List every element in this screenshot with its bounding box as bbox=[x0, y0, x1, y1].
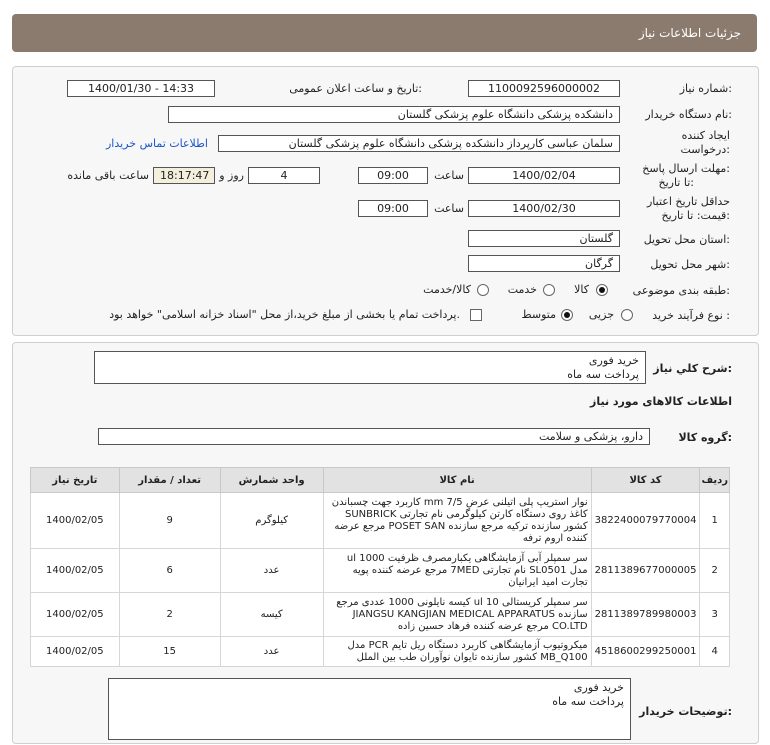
page-header bbox=[12, 14, 757, 52]
city-label: شهر محل تحویل: bbox=[650, 258, 730, 271]
buyer-notes-line: خرید فوری bbox=[573, 681, 624, 694]
process-medium-radio[interactable] bbox=[561, 309, 573, 321]
goods-name: نوار استریپ پلی اتیلنی عرض 7/5 mm کاربرد جهت چسباندن کاغذ روی دستگاه کارتن کیلوگرمی نام تجارتی SUNBRICK کشور سازنده ترکیه مرجع سازنده POSET SAN مرجع عرضه کننده اروم ترفه bbox=[323, 493, 591, 549]
category-goods-label: کالا bbox=[574, 283, 589, 296]
validity-time-field: 09:00 bbox=[358, 200, 428, 217]
page-title: جزئیات اطلاعات نیاز bbox=[638, 26, 741, 40]
category-service-label: خدمت bbox=[507, 283, 537, 296]
treasury-payment-note: پرداخت تمام یا بخشی از مبلغ خرید،از محل "اسناد خزانه اسلامی" خواهد بود. bbox=[109, 308, 460, 321]
row-number: 2 bbox=[700, 549, 730, 593]
col-code-header: کد کالا bbox=[591, 468, 700, 493]
goods-table bbox=[30, 467, 730, 667]
treasury-payment-checkbox[interactable] bbox=[470, 309, 482, 321]
city-field: گرگان bbox=[468, 255, 620, 272]
goods-code: 3822400079770004 bbox=[591, 493, 700, 549]
buyer-notes-label: توضیحات خریدار: bbox=[639, 705, 732, 718]
goods-unit: عدد bbox=[220, 637, 323, 667]
buyer-contact-link[interactable]: اطلاعات تماس خریدار bbox=[106, 137, 208, 150]
need-number-label: شماره نیاز: bbox=[679, 82, 732, 95]
general-description-box bbox=[94, 351, 646, 384]
remaining-time-field: 18:17:47 bbox=[153, 167, 215, 184]
reply-deadline-label-line1: مهلت ارسال پاسخ: bbox=[642, 162, 730, 175]
validity-time-label: ساعت bbox=[434, 202, 464, 215]
table-row bbox=[31, 549, 730, 593]
goods-code: 2811389789980003 bbox=[591, 593, 700, 637]
col-date-header: تاریخ نیاز bbox=[31, 468, 120, 493]
col-name-header: نام کالا bbox=[323, 468, 591, 493]
reply-deadline-label-line2: تا تاریخ: bbox=[658, 176, 694, 189]
col-qty-header: تعداد / مقدار bbox=[119, 468, 220, 493]
row-number: 4 bbox=[700, 637, 730, 667]
creator-label-line1: ایجاد کننده bbox=[681, 129, 730, 142]
need-date: 1400/02/05 bbox=[31, 493, 120, 549]
process-label: نوع فرآیند خرید : bbox=[652, 309, 730, 322]
goods-code: 2811389677000005 bbox=[591, 549, 700, 593]
buyer-field: دانشکده پزشکی دانشگاه علوم پزشکی گلستان bbox=[168, 106, 620, 123]
goods-unit: کیلوگرم bbox=[220, 493, 323, 549]
category-goods-radio[interactable] bbox=[596, 284, 608, 296]
goods-unit: عدد bbox=[220, 549, 323, 593]
category-label: طبقه بندی موضوعی: bbox=[632, 284, 730, 297]
need-date: 1400/02/05 bbox=[31, 549, 120, 593]
table-row bbox=[31, 593, 730, 637]
reply-date-field: 1400/02/04 bbox=[468, 167, 620, 184]
row-number: 3 bbox=[700, 593, 730, 637]
general-description-label: شرح كلي نياز: bbox=[653, 362, 732, 375]
reply-time-field: 09:00 bbox=[358, 167, 428, 184]
buyer-label: نام دستگاه خریدار: bbox=[645, 108, 732, 121]
province-field: گلستان bbox=[468, 230, 620, 247]
category-goods-service-radio[interactable] bbox=[477, 284, 489, 296]
province-label: استان محل تحویل: bbox=[643, 233, 730, 246]
goods-name: میکروتیوب آزمایشگاهی کاربرد دستگاه ریل تایم PCR مدل MB_Q100 کشور سازنده تایوان نوآوران طب بین الملل bbox=[323, 637, 591, 667]
col-unit-header: واحد شمارش bbox=[220, 468, 323, 493]
creator-field: سلمان عباسی کارپرداز دانشکده پزشکی دانشگاه علوم پزشکی گلستان bbox=[218, 135, 620, 152]
col-row-header: ردیف bbox=[700, 468, 730, 493]
general-description-line: خرید فوری bbox=[588, 354, 639, 367]
goods-name: سر سمپلر کریستالی 10 ul کیسه نایلونی 1000 عددی مرجع سازنده JIANGSU KANGJIAN MEDICAL APPARATUS CO.LTD مرجع عرضه کننده فرهاد حسین زاده bbox=[323, 593, 591, 637]
need-date: 1400/02/05 bbox=[31, 593, 120, 637]
process-minor-label: جزیی bbox=[588, 308, 614, 321]
process-medium-label: متوسط bbox=[521, 308, 556, 321]
announce-label: تاریخ و ساعت اعلان عمومی: bbox=[289, 82, 422, 95]
reply-time-label: ساعت bbox=[434, 169, 464, 182]
buyer-notes-box bbox=[108, 678, 631, 740]
goods-info-title: اطلاعات کالاهای مورد نیاز bbox=[590, 395, 732, 408]
goods-code: 4518600299250001 bbox=[591, 637, 700, 667]
goods-group-field: دارو، پزشکی و سلامت bbox=[98, 428, 650, 445]
goods-name: سر سمپلر آبی آزمایشگاهی یکبارمصرف ظرفیت 1000 ul مدل SL0501 نام تجارتی 7MED مرجع عرضه کننده پویه تجارت امید ایرانیان bbox=[323, 549, 591, 593]
days-label: روز و bbox=[219, 169, 244, 182]
goods-quantity: 6 bbox=[119, 549, 220, 593]
buyer-notes-line: پرداخت سه ماه bbox=[552, 695, 624, 708]
creator-label-line2: درخواست: bbox=[680, 143, 730, 156]
need-date: 1400/02/05 bbox=[31, 637, 120, 667]
table-row bbox=[31, 493, 730, 549]
goods-unit: کیسه bbox=[220, 593, 323, 637]
validity-label-line1: حداقل تاریخ اعتبار bbox=[646, 195, 730, 208]
goods-quantity: 9 bbox=[119, 493, 220, 549]
row-number: 1 bbox=[700, 493, 730, 549]
days-remaining-field: 4 bbox=[248, 167, 320, 184]
goods-quantity: 15 bbox=[119, 637, 220, 667]
table-row bbox=[31, 637, 730, 667]
process-minor-radio[interactable] bbox=[621, 309, 633, 321]
goods-group-label: گروه کالا: bbox=[678, 431, 732, 444]
category-service-radio[interactable] bbox=[543, 284, 555, 296]
general-description-line: پرداخت سه ماه bbox=[567, 368, 639, 381]
goods-quantity: 2 bbox=[119, 593, 220, 637]
remaining-time-label: ساعت باقی مانده bbox=[67, 169, 149, 182]
validity-label-line2: قیمت: تا تاریخ: bbox=[661, 209, 730, 222]
validity-date-field: 1400/02/30 bbox=[468, 200, 620, 217]
category-goods-service-label: کالا/خدمت bbox=[423, 283, 471, 296]
table-header-row bbox=[31, 468, 730, 493]
announce-field: 1400/01/30 - 14:33 bbox=[67, 80, 215, 97]
need-number-field: 1100092596000002 bbox=[468, 80, 620, 97]
